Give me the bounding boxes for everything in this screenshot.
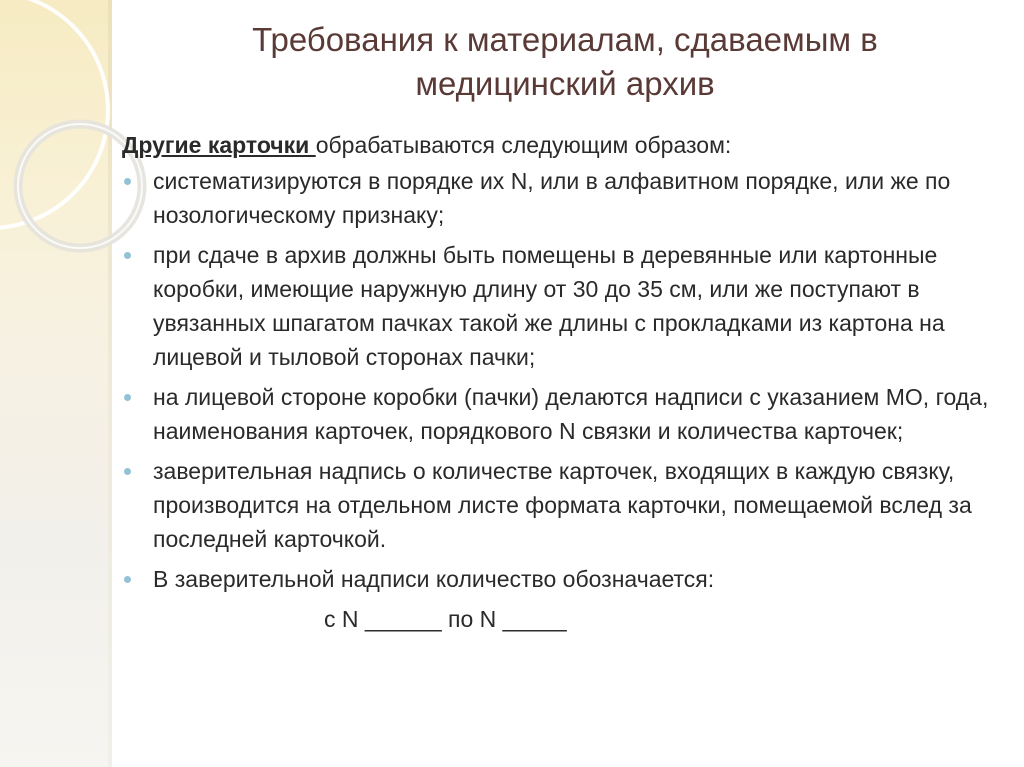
list-item [122, 454, 1002, 556]
slide-body [122, 128, 1002, 636]
bullet-dot-icon [124, 576, 131, 583]
bullet-dot-icon [124, 178, 131, 185]
list-item-text: систематизируются в порядке их N, или в алфавитном порядке, или же по нозологическому признаку; [153, 168, 951, 228]
numbering-formula: с N ______ по N _____ [324, 606, 567, 632]
lead-text: обрабатываются следующим образом: [315, 132, 732, 158]
list-item [122, 164, 1002, 232]
slide-title [150, 18, 980, 106]
lead-underlined-term: Другие карточки [122, 132, 316, 158]
list-item-text: заверительная надпись о количестве карточек, входящих в каждую связку, производится на отдельном листе формата карточки, помещаемой вслед за последней карточкой. [153, 458, 972, 552]
list-item [122, 562, 1002, 596]
bullet-dot-icon [124, 394, 131, 401]
list-item [122, 238, 1002, 374]
list-item-text: при сдаче в архив должны быть помещены в деревянные или картонные коробки, имеющие наружную длину от 30 до 35 см, или же поступают в увязанных шпагатом пачках такой же длины с прокладками из картона на лицевой и тыловой сторонах пачки; [153, 242, 945, 370]
bullet-dot-icon [124, 252, 131, 259]
title-line-1: Требования к материалам, сдаваемым в [252, 21, 878, 58]
lead-paragraph [122, 128, 1002, 162]
list-item-text: на лицевой стороне коробки (пачки) делаются надписи с указанием МО, года, наименования карточек, порядкового N связки и количества карточек; [153, 384, 989, 444]
title-line-2: медицинский архив [415, 65, 715, 102]
list-item [122, 380, 1002, 448]
bullet-list [122, 164, 1002, 596]
list-item-text: В заверительной надписи количество обозначается: [153, 566, 715, 592]
bullet-dot-icon [124, 468, 131, 475]
